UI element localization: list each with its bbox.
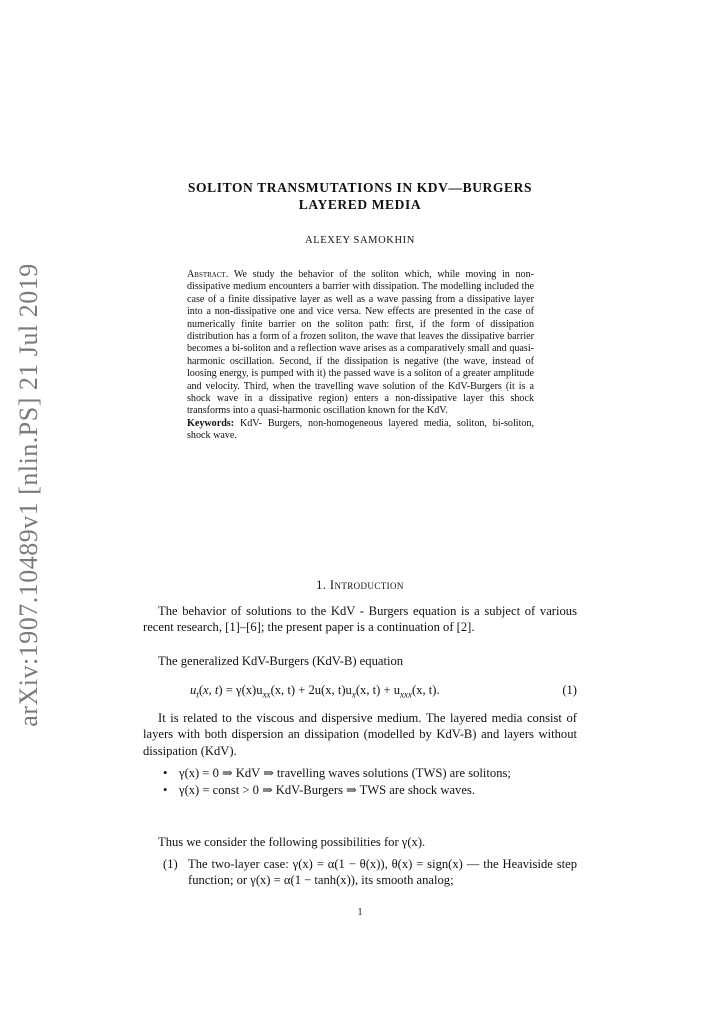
keywords-label: Keywords:	[187, 417, 235, 429]
eq-lhs: u	[190, 683, 197, 697]
eq-part-4: (x, t).	[412, 683, 440, 697]
section-title: Introduction	[329, 578, 404, 592]
section-heading	[140, 578, 580, 593]
section-number: 1.	[316, 578, 327, 592]
equation-1: $u_t(x$, $t) = \gamma(x)u_{xx}(x$, t) + 2u(x, $t)u_x(x$, $t) + u_{xxx}(x$, t). (1)	[190, 683, 577, 700]
abstract-text: We study the behavior of the soliton which, while moving in non-dissipative medium encounters a barrier with dissipation. The modelling included the case of a finite dissipative layer as well as a wave passing from a dissipative layer into a non-dissipative one and vice versa. New effects are presented in the case of numerically finite barrier on the soliton path: first, if the form of dissipation distribution has a form of a frozen soliton, the wave that leaves the dissipative barrier becomes a bi-soliton and a reflection wave arises as a comparatively small and quasi-harmonic oscillation. Second, if the dissipation is negative (the wave, instead of loosing energy, is pumped with it) the passed wave is a soliton of a greater amplitude and velocity. Third, when the travelling wave solution of the KdV-Burgers (it is a shock wave in a dissipative region) enters a non-dissipative layer this shock transforms into a quasi-harmonic oscillation known for the KdV.	[187, 269, 534, 417]
keywords-text: KdV- Burgers, non-homogeneous layered media, soliton, bi-soliton, shock wave.	[187, 417, 534, 442]
abstract-heading: Abstract.	[187, 269, 229, 280]
intro-paragraph-3: It is related to the viscous and dispersive medium. The layered media consist of layers with both dispersion an dissipation (modelled by KdV-B) and layers without dissipation (KdV).	[143, 711, 577, 758]
intro-paragraph-1: The behavior of solutions to the KdV - Burgers equation is a subject of various recent research, [1]–[6]; the present paper is a continuation of [2].	[143, 604, 577, 635]
equation-number: (1)	[562, 683, 577, 697]
keywords-line	[187, 418, 534, 443]
eq-part-3: (x, t) + u	[355, 683, 401, 697]
eq-part-1: = γ(x)u	[225, 683, 263, 697]
intro-paragraph-4: Thus we consider the following possibilities for γ(x).	[158, 835, 426, 849]
abstract-body	[187, 269, 534, 418]
intro-paragraph-2: The generalized KdV-Burgers (KdV-B) equation	[158, 654, 404, 668]
author-name: ALEXEY SAMOKHIN	[305, 235, 415, 246]
enum-label: (1)	[163, 857, 178, 871]
bullet-item: • γ(x) = const > 0 ⇒ KdV-Burgers ⇒ TWS are shock waves.	[163, 783, 475, 798]
enum-text: The two-layer case: γ(x) = α(1 − θ(x)), θ(x) = sign(x) — the Heaviside step function; or γ(x) = α(1 − tanh(x)), its smooth analog;	[188, 857, 577, 888]
arxiv-identifier: arXiv:1907.10489v1 [nlin.PS] 21 Jul 2019	[14, 263, 43, 727]
bullet-list	[163, 765, 577, 800]
abstract-block	[187, 269, 534, 443]
arxiv-side-stamp	[0, 263, 59, 727]
eq-part-2: (x, t) + 2u(x, t)u	[270, 683, 352, 697]
title-line-2: LAYERED MEDIA	[298, 197, 422, 212]
bullet-item: • γ(x) = 0 ⇒ KdV ⇒ travelling waves solutions (TWS) are solitons;	[163, 766, 511, 780]
page-number: 1	[357, 907, 363, 918]
enumerated-item	[163, 856, 577, 889]
title-line-1: SOLITON TRANSMUTATIONS IN KDV—BURGERS	[187, 180, 533, 195]
bullet-text-1: γ(x) = 0 ⇒ KdV ⇒ travelling waves solutions (TWS) are solitons;	[179, 766, 511, 780]
paper-title	[140, 179, 580, 213]
bullet-text-2: γ(x) = const > 0 ⇒ KdV-Burgers ⇒ TWS are shock waves.	[179, 783, 475, 798]
